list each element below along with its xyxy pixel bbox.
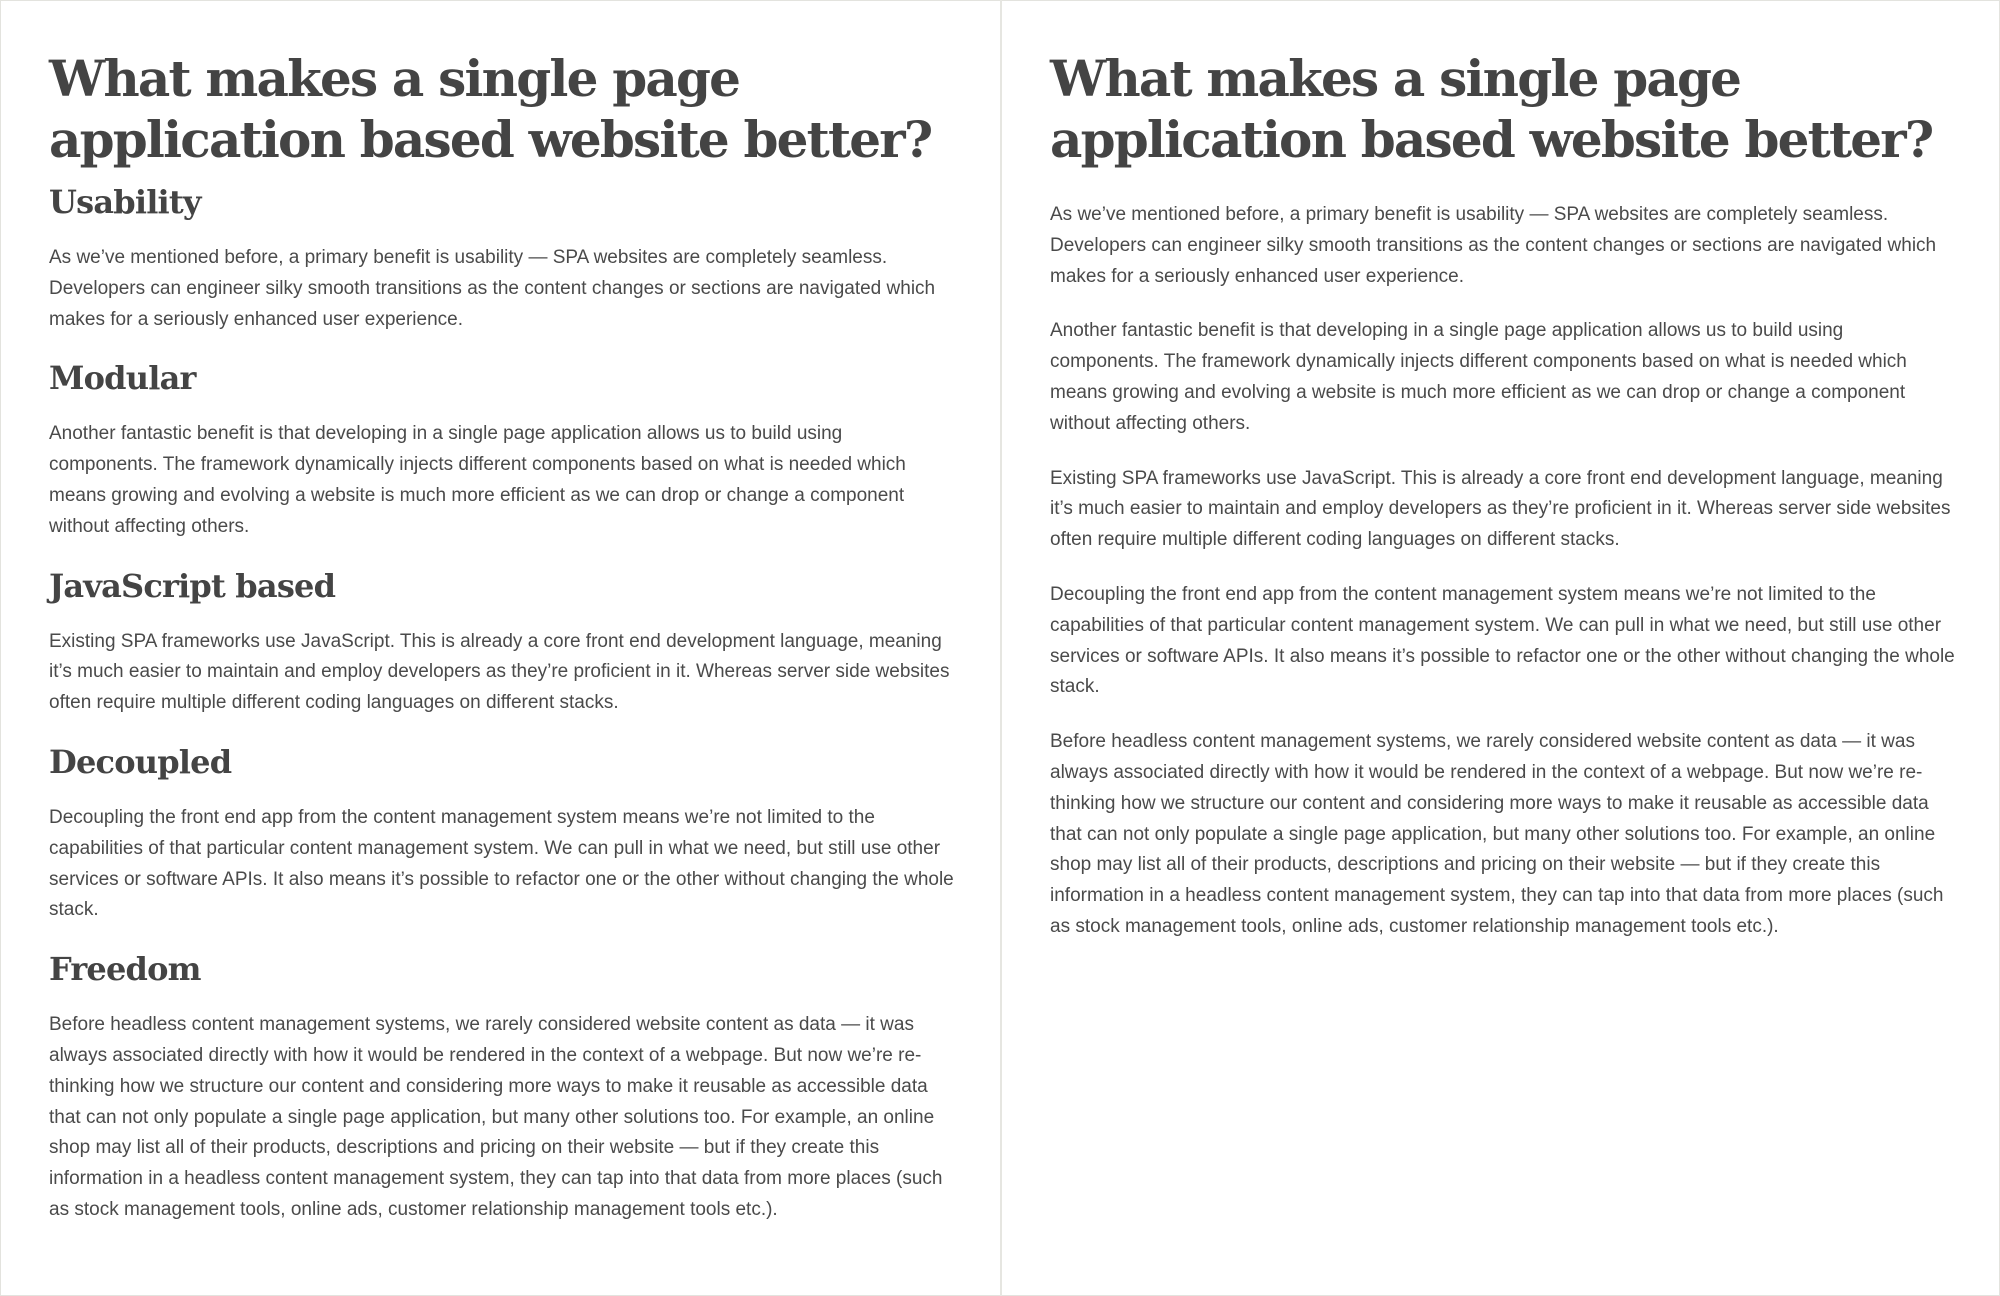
section-text-javascript: Existing SPA frameworks use JavaScript. This is already a core front end development language, meaning it’s much easier to maintain and employ developers as they’re proficient in it. Whereas server side websites often require multiple different coding languages on different stacks. [49,630,950,714]
paragraph-decoupled: Decoupling the front end app from the content management system means we’re not limited to the capabilities of that particular content management system. We can pull in what we need, but still use other services or software APIs. It also means it’s possible to refactor one or the other without changing the whole stack. [1050,583,1955,698]
article-title: What makes a single page application based website better? [49,49,932,169]
paragraph-javascript: Existing SPA frameworks use JavaScript. This is already a core front end development language, meaning it’s much easier to maintain and employ developers as they’re proficient in it. Whereas server side websites often require multiple different coding languages on different stacks. [1050,467,1951,551]
section-text-modular: Another fantastic benefit is that developing in a single page application allows us to build using components. The framework dynamically injects different components based on what is needed which means growing and evolving a website is much more efficient as we can drop or change a component without affecting others. [49,423,906,537]
paragraph-usability: As we’ve mentioned before, a primary benefit is usability — SPA websites are completely seamless. Developers can engineer silky smooth transitions as the content changes or sections are navigated which makes for a seriously enhanced user experience. [1050,204,1937,287]
section-heading-decoupled: Decoupled [49,742,232,781]
section-text-usability: As we’ve mentioned before, a primary benefit is usability — SPA websites are completely seamless. Developers can engineer silky smooth transitions as the content changes or sections are navigated which makes for a seriously enhanced user experience. [49,247,936,330]
paragraph-modular: Another fantastic benefit is that developing in a single page application allows us to build using components. The framework dynamically injects different components based on what is needed which means growing and evolving a website is much more efficient as we can drop or change a component without affecting others. [1050,320,1907,434]
section-heading-freedom: Freedom [49,950,201,989]
section-heading-usability: Usability [49,183,201,221]
section-text-decoupled: Decoupling the front end app from the content management system means we’re not limited to the capabilities of that particular content management system. We can pull in what we need, but still use other services or software APIs. It also means it’s possible to refactor one or the other without changing the whole stack. [49,806,954,921]
article-with-headings [0,0,1000,1247]
article-without-headings [1001,0,2000,967]
article-title: What makes a single page application based website better? [1050,49,1933,169]
section-heading-javascript: JavaScript based [49,566,336,605]
paragraph-freedom: Before headless content management systems, we rarely considered website content as data — it was always associated directly with how it would be rendered in the context of a webpage. But now we’re re-thinking how we structure our content and considering more ways to make it reusable as accessible data that can not only populate a single page application, but many other solutions too. For example, an online shop may list all of their products, descriptions and pricing on their website — but if they create this information in a headless content management system, they can tap into that data from more places (such as stock management tools, online ads, customer relationship management tools etc.). [1050,731,1944,937]
section-text-freedom: Before headless content management systems, we rarely considered website content as data — it was always associated directly with how it would be rendered in the context of a webpage. But now we’re re-thinking how we structure our content and considering more ways to make it reusable as accessible data that can not only populate a single page application, but many other solutions too. For example, an online shop may list all of their products, descriptions and pricing on their website — but if they create this information in a headless content management system, they can tap into that data from more places (such as stock management tools, online ads, customer relationship management tools etc.). [49,1014,943,1220]
section-heading-modular: Modular [49,359,196,398]
